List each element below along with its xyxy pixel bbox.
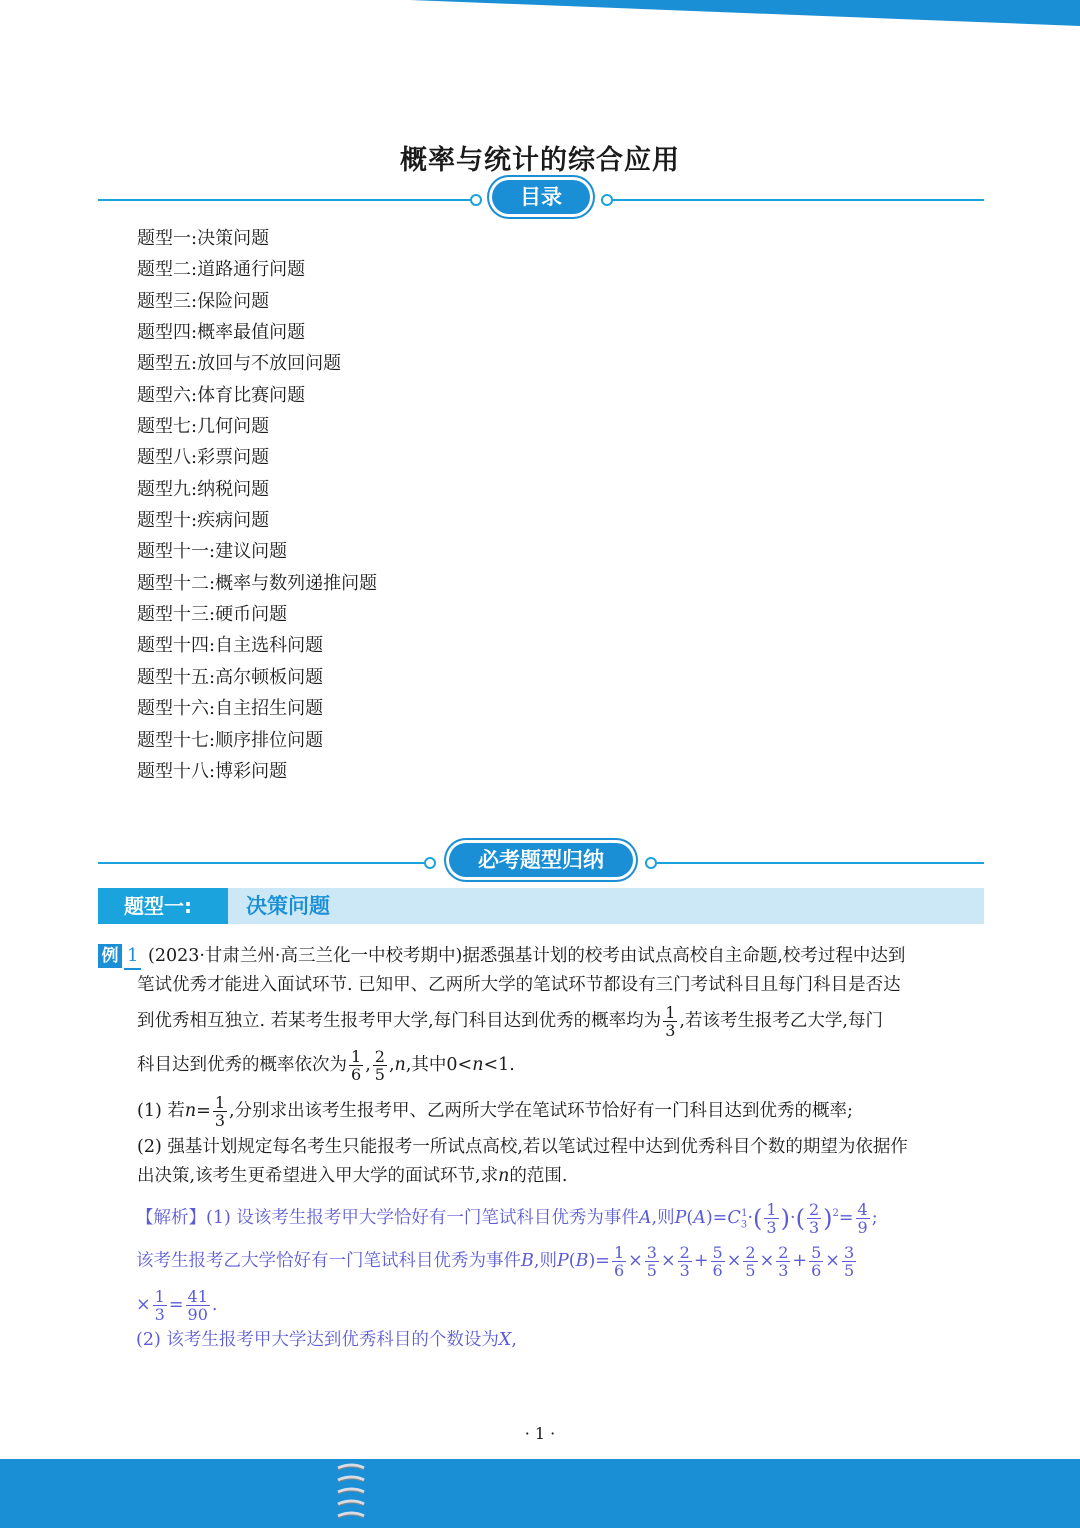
variable-n: n [498,1166,510,1186]
question-type-label: 题型一: [98,888,228,924]
solution-text: 【解析】(1) 设该考生报考甲大学恰好有一门笔试科目优秀为事件 [136,1207,639,1228]
toc-item[interactable]: 题型六:体育比赛问题 [137,384,306,406]
variable-n: n [472,1055,484,1075]
example-tag: 例 [98,944,122,968]
toc-item[interactable]: 题型十四:自主选科问题 [137,635,324,657]
toc-item[interactable]: 题型二:道路通行问题 [137,259,306,281]
toc-header-pill: 目录 [492,180,590,214]
section-header-pill: 必考题型归纳 [449,843,633,877]
equals: = [196,1101,211,1121]
toc-item[interactable]: 题型十六:自主招生问题 [137,698,324,720]
toc-item[interactable]: 题型八:彩票问题 [137,447,270,469]
problem-text: <1. [483,1055,515,1075]
toc-item[interactable]: 题型五:放回与不放回问题 [137,353,342,375]
fraction: $\frac{1}{3}$ [214,1093,225,1130]
problem-text: 的范围. [509,1166,568,1186]
solution-line: × $\frac{1}{3}$ = $\frac{41}{90}$ . [136,1287,218,1324]
solution-text: , [511,1330,517,1350]
solution-text: ,则 [533,1251,557,1271]
solution-text: (2) 该考生报考甲大学达到优秀科目的个数设为 [136,1330,499,1350]
toc-divider [98,180,984,220]
problem-text: ,分别求出该考生报考甲、乙两所大学在笔试环节恰好有一门科目达到优秀的概率; [229,1101,853,1121]
bottom-decoration-bar [0,1459,1080,1528]
toc-item[interactable]: 题型九:纳税问题 [137,478,270,500]
variable-n: n [394,1055,406,1075]
problem-text: 科目达到优秀的概率依次为 [137,1055,347,1075]
question-1 [137,1094,853,1129]
solution-line: 【解析】(1) 设该考生报考甲大学恰好有一门笔试科目优秀为事件A,则$P(A)=C_3^1\cdot$( $\frac{1}{3}$ )·( $\frac{2}{3}$ )$^2$= $\frac{4}{9}$ ; [136,1199,878,1237]
variable-n: n [184,1101,197,1121]
equals: = [712,1207,728,1228]
problem-line [137,1048,515,1083]
spiral-binding-icon [334,1462,370,1528]
equals: = [595,1251,610,1271]
toc-item[interactable]: 题型十七:顺序排位问题 [137,729,324,751]
problem-line: (2023·甘肃兰州·高三兰化一中校考期中)据悉强基计划的校考由试点高校自主命题,校考过程中达到 [148,946,906,966]
toc-item[interactable]: 题型十:疾病问题 [137,510,270,532]
toc-item[interactable]: 题型四:概率最值问题 [137,322,306,344]
toc-item[interactable]: 题型七:几何问题 [137,416,270,438]
question-2: (2) 强基计划规定每名考生只能报考一所试点高校,若以笔试过程中达到优秀科目个数的期望为依据作 [137,1137,908,1157]
question-type-name: 决策问题 [246,894,330,918]
table-of-contents [137,226,377,790]
solution-line: (2) 该考生报考甲大学达到优秀科目的个数设为X, [136,1330,517,1350]
toc-item[interactable]: 题型十五:高尔顿板问题 [137,666,324,688]
top-decoration-band [0,0,1080,40]
section-divider [98,843,984,883]
problem-text: ,其中0< [405,1055,473,1075]
comma: , [388,1055,395,1075]
fraction: $\frac{1}{6}$ [351,1047,362,1084]
toc-item[interactable]: 题型十一:建议问题 [137,541,288,563]
toc-item[interactable]: 题型一:决策问题 [137,228,270,249]
toc-item[interactable]: 题型十三:硬币问题 [137,604,288,626]
solution-text: 该考生报考乙大学恰好有一门笔试科目优秀为事件 [136,1251,521,1271]
fraction: $\frac{2}{5}$ [374,1047,385,1084]
solution-line: 该考生报考乙大学恰好有一门笔试科目优秀为事件B,则P(B)= $\frac{1}{6}$ × $\frac{3}{5}$ × $\frac{2}{3}$ + $\frac{5}{6}$ × $\frac{2}{5}$ × $\frac{2}{3}$ + $\frac{5}{6}$ × $\frac{3}{5}$ [136,1243,855,1280]
problem-text: ,若该考生报考乙大学,每门 [679,1011,883,1031]
problem-text: (1) 若 [137,1101,185,1121]
page-number: · 1 · [524,1424,556,1443]
problem-text: 出决策,该考生更希望进入甲大学的面试环节,求 [137,1166,499,1186]
question-type-bar [98,888,984,924]
toc-item[interactable]: 题型三:保险问题 [137,290,270,312]
toc-item[interactable]: 题型十二:概率与数列递推问题 [137,572,378,594]
page-title: 概率与统计的综合应用 [400,145,680,176]
problem-line [137,1004,883,1039]
comma: , [365,1055,371,1075]
fraction: $\frac{1}{3}$ [665,1003,676,1040]
problem-line: 笔试优秀才能进入面试环节. 已知甲、乙两所大学的笔试环节都设有三门考试科目且每门科目是否达 [137,975,901,995]
problem-text: 到优秀相互独立. 若某考生报考甲大学,每门科目达到优秀的概率均为 [137,1011,662,1031]
example-number: 1 [124,944,141,970]
solution-text: ,则 [651,1207,675,1228]
question-2-cont [137,1162,567,1190]
toc-item[interactable]: 题型十八:博彩问题 [137,760,288,782]
